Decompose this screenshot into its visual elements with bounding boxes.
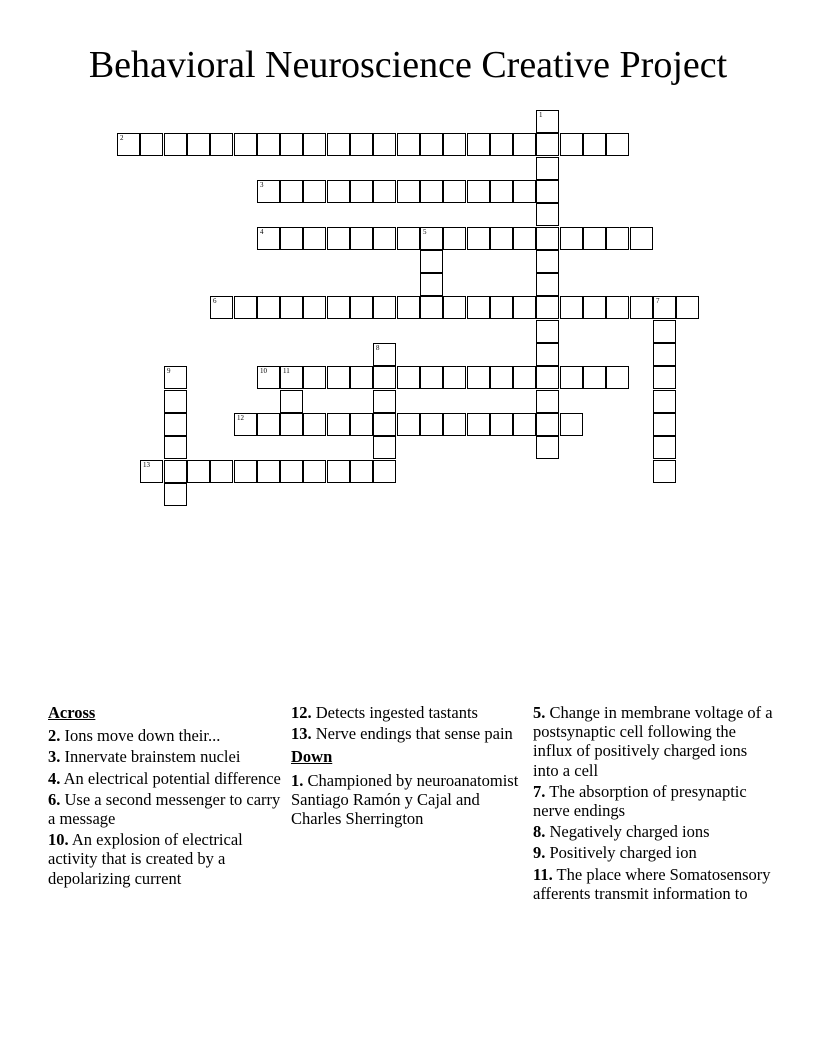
grid-cell[interactable] — [350, 413, 373, 436]
grid-cell[interactable] — [373, 227, 396, 250]
clue-across-13: 13. Nerve endings that sense pain — [291, 724, 513, 744]
grid-cell[interactable] — [373, 436, 396, 459]
grid-cell[interactable] — [443, 413, 466, 436]
grid-cell[interactable] — [397, 180, 420, 203]
grid-cell[interactable] — [350, 180, 373, 203]
grid-cell[interactable] — [490, 296, 513, 319]
grid-cell[interactable] — [443, 133, 466, 156]
grid-cell[interactable] — [536, 133, 559, 156]
grid-cell[interactable] — [513, 133, 536, 156]
clue-across-3: 3. Innervate brainstem nuclei — [48, 747, 241, 767]
grid-cell[interactable] — [536, 273, 559, 296]
grid-cell[interactable] — [653, 343, 676, 366]
cell-number: 9 — [167, 367, 171, 375]
grid-cell[interactable] — [327, 413, 350, 436]
grid-cell[interactable] — [257, 296, 280, 319]
grid-cell[interactable] — [257, 413, 280, 436]
cell-number: 1 — [539, 111, 543, 119]
grid-cell[interactable] — [187, 133, 210, 156]
cell-number: 6 — [213, 297, 217, 305]
grid-cell[interactable] — [280, 366, 303, 389]
grid-cell[interactable] — [420, 227, 443, 250]
clue-across-12: 12. Detects ingested tastants — [291, 703, 478, 722]
grid-cell[interactable] — [257, 460, 280, 483]
grid-cell[interactable] — [234, 413, 257, 436]
grid-cell[interactable] — [303, 296, 326, 319]
grid-cell[interactable] — [536, 390, 559, 413]
cell-number: 10 — [260, 367, 267, 375]
grid-cell[interactable] — [653, 320, 676, 343]
grid-cell[interactable] — [490, 227, 513, 250]
grid-cell[interactable] — [467, 180, 490, 203]
down-heading: Down — [291, 747, 333, 767]
grid-cell[interactable] — [303, 133, 326, 156]
grid-cell[interactable] — [234, 296, 257, 319]
grid-cell[interactable] — [560, 296, 583, 319]
grid-cell[interactable] — [467, 296, 490, 319]
grid-cell[interactable] — [350, 460, 373, 483]
grid-cell[interactable] — [164, 436, 187, 459]
cell-number: 8 — [376, 344, 380, 352]
grid-cell[interactable] — [560, 133, 583, 156]
grid-cell[interactable] — [443, 296, 466, 319]
grid-cell[interactable] — [327, 133, 350, 156]
grid-cell[interactable] — [536, 320, 559, 343]
grid-cell[interactable] — [257, 366, 280, 389]
grid-cell[interactable] — [536, 366, 559, 389]
grid-cell[interactable] — [536, 157, 559, 180]
grid-cell[interactable] — [467, 133, 490, 156]
grid-cell[interactable] — [420, 133, 443, 156]
grid-cell[interactable] — [606, 296, 629, 319]
clue-across-6: 6. Use a second messenger to carry a message — [48, 789, 281, 829]
cell-number: 7 — [656, 297, 660, 305]
grid-cell[interactable] — [327, 296, 350, 319]
grid-cell[interactable] — [164, 460, 187, 483]
grid-cell[interactable] — [536, 180, 559, 203]
grid-cell[interactable] — [653, 413, 676, 436]
grid-cell[interactable] — [397, 296, 420, 319]
clue-across-2: 2. Ions move down their... — [48, 726, 221, 746]
grid-cell[interactable] — [373, 460, 396, 483]
grid-cell[interactable] — [164, 413, 187, 436]
grid-cell[interactable] — [536, 413, 559, 436]
grid-cell[interactable] — [630, 296, 653, 319]
grid-cell[interactable] — [280, 460, 303, 483]
grid-cell[interactable] — [513, 296, 536, 319]
grid-cell[interactable] — [536, 203, 559, 226]
grid-cell[interactable] — [280, 133, 303, 156]
grid-cell[interactable] — [373, 413, 396, 436]
clue-down-11: 11. The place where Somatosensory afferents transmit information to — [533, 864, 771, 903]
grid-cell[interactable] — [373, 133, 396, 156]
grid-cell[interactable] — [373, 366, 396, 389]
grid-cell[interactable] — [350, 227, 373, 250]
clue-across-10: 10. An explosion of electrical activity that is created by a depolarizing current — [48, 830, 243, 888]
grid-cell[interactable] — [397, 227, 420, 250]
grid-cell[interactable] — [327, 227, 350, 250]
grid-cell[interactable] — [303, 227, 326, 250]
page-title: Behavioral Neuroscience Creative Project — [88, 44, 728, 86]
grid-cell[interactable] — [420, 366, 443, 389]
grid-cell[interactable] — [327, 366, 350, 389]
grid-cell[interactable] — [117, 133, 140, 156]
clue-down-5: 5. Change in membrane voltage of a postsynaptic cell following the influx of positively charged ions into a cell — [533, 703, 773, 780]
grid-cell[interactable] — [536, 436, 559, 459]
grid-cell[interactable] — [560, 227, 583, 250]
grid-cell[interactable] — [327, 180, 350, 203]
grid-cell[interactable] — [327, 460, 350, 483]
grid-cell[interactable] — [164, 390, 187, 413]
grid-cell[interactable] — [653, 366, 676, 389]
grid-cell[interactable] — [234, 460, 257, 483]
clue-column-1 — [48, 703, 284, 890]
grid-cell[interactable] — [653, 460, 676, 483]
grid-cell[interactable] — [630, 227, 653, 250]
grid-cell[interactable] — [490, 133, 513, 156]
grid-cell[interactable] — [583, 133, 606, 156]
grid-cell[interactable] — [606, 227, 629, 250]
grid-cell[interactable] — [536, 296, 559, 319]
grid-cell[interactable] — [467, 413, 490, 436]
grid-cell[interactable] — [420, 180, 443, 203]
grid-cell[interactable] — [443, 227, 466, 250]
grid-cell[interactable] — [397, 413, 420, 436]
grid-cell[interactable] — [187, 460, 210, 483]
grid-cell[interactable] — [653, 390, 676, 413]
clue-column-3 — [533, 703, 773, 905]
grid-cell[interactable] — [350, 366, 373, 389]
grid-cell[interactable] — [303, 413, 326, 436]
cell-number: 5 — [423, 228, 427, 236]
grid-cell[interactable] — [373, 180, 396, 203]
grid-cell[interactable] — [536, 227, 559, 250]
grid-cell[interactable] — [583, 366, 606, 389]
grid-cell[interactable] — [350, 296, 373, 319]
grid-cell[interactable] — [280, 180, 303, 203]
grid-cell[interactable] — [467, 227, 490, 250]
grid-cell[interactable] — [280, 296, 303, 319]
grid-cell[interactable] — [164, 133, 187, 156]
grid-cell[interactable] — [560, 413, 583, 436]
cell-number: 11 — [283, 367, 290, 375]
grid-cell[interactable] — [234, 133, 257, 156]
grid-cell[interactable] — [420, 296, 443, 319]
grid-cell[interactable] — [536, 250, 559, 273]
grid-cell[interactable] — [280, 390, 303, 413]
cell-number: 12 — [237, 414, 244, 422]
cell-number: 3 — [260, 181, 264, 189]
grid-cell[interactable] — [140, 133, 163, 156]
grid-cell[interactable] — [676, 296, 699, 319]
grid-cell[interactable] — [560, 366, 583, 389]
grid-cell[interactable] — [467, 366, 490, 389]
clue-down-8: 8. Negatively charged ions — [533, 822, 710, 842]
clue-down-1: 1. Championed by neuroanatomist Santiago Ramón y Cajal and Charles Sherrington — [291, 770, 519, 829]
grid-cell[interactable] — [373, 390, 396, 413]
grid-cell[interactable] — [513, 180, 536, 203]
grid-cell[interactable] — [140, 460, 163, 483]
cell-number: 13 — [143, 461, 150, 469]
grid-cell[interactable] — [536, 110, 559, 133]
grid-cell[interactable] — [443, 366, 466, 389]
grid-cell[interactable] — [210, 296, 233, 319]
grid-cell[interactable] — [397, 366, 420, 389]
grid-cell[interactable] — [420, 273, 443, 296]
grid-cell[interactable] — [490, 366, 513, 389]
grid-cell[interactable] — [606, 133, 629, 156]
grid-cell[interactable] — [420, 250, 443, 273]
grid-cell[interactable] — [373, 343, 396, 366]
grid-cell[interactable] — [303, 460, 326, 483]
grid-cell[interactable] — [653, 296, 676, 319]
grid-cell[interactable] — [350, 133, 373, 156]
clue-column-2 — [291, 703, 519, 830]
clue-down-9: 9. Positively charged ion — [533, 843, 697, 863]
grid-cell[interactable] — [210, 133, 233, 156]
grid-cell[interactable] — [397, 133, 420, 156]
grid-cell[interactable] — [443, 180, 466, 203]
grid-cell[interactable] — [490, 413, 513, 436]
grid-cell[interactable] — [303, 366, 326, 389]
grid-cell[interactable] — [606, 366, 629, 389]
cell-number: 4 — [260, 228, 264, 236]
grid-cell[interactable] — [257, 227, 280, 250]
cell-number: 2 — [120, 134, 124, 142]
grid-cell[interactable] — [490, 180, 513, 203]
grid-cell[interactable] — [653, 436, 676, 459]
grid-cell[interactable] — [210, 460, 233, 483]
grid-cell[interactable] — [583, 227, 606, 250]
grid-cell[interactable] — [536, 343, 559, 366]
grid-cell[interactable] — [257, 180, 280, 203]
across-heading: Across — [48, 703, 96, 722]
grid-cell[interactable] — [164, 366, 187, 389]
grid-cell[interactable] — [164, 483, 187, 506]
grid-cell[interactable] — [303, 180, 326, 203]
grid-cell[interactable] — [513, 366, 536, 389]
grid-cell[interactable] — [280, 413, 303, 436]
grid-cell[interactable] — [513, 227, 536, 250]
grid-cell[interactable] — [280, 227, 303, 250]
grid-cell[interactable] — [257, 133, 280, 156]
grid-cell[interactable] — [420, 413, 443, 436]
clue-across-4: 4. An electrical potential difference — [48, 768, 281, 788]
grid-cell[interactable] — [373, 296, 396, 319]
grid-cell[interactable] — [583, 296, 606, 319]
clue-down-7: 7. The absorption of presynaptic nerve endings — [533, 781, 747, 821]
grid-cell[interactable] — [513, 413, 536, 436]
